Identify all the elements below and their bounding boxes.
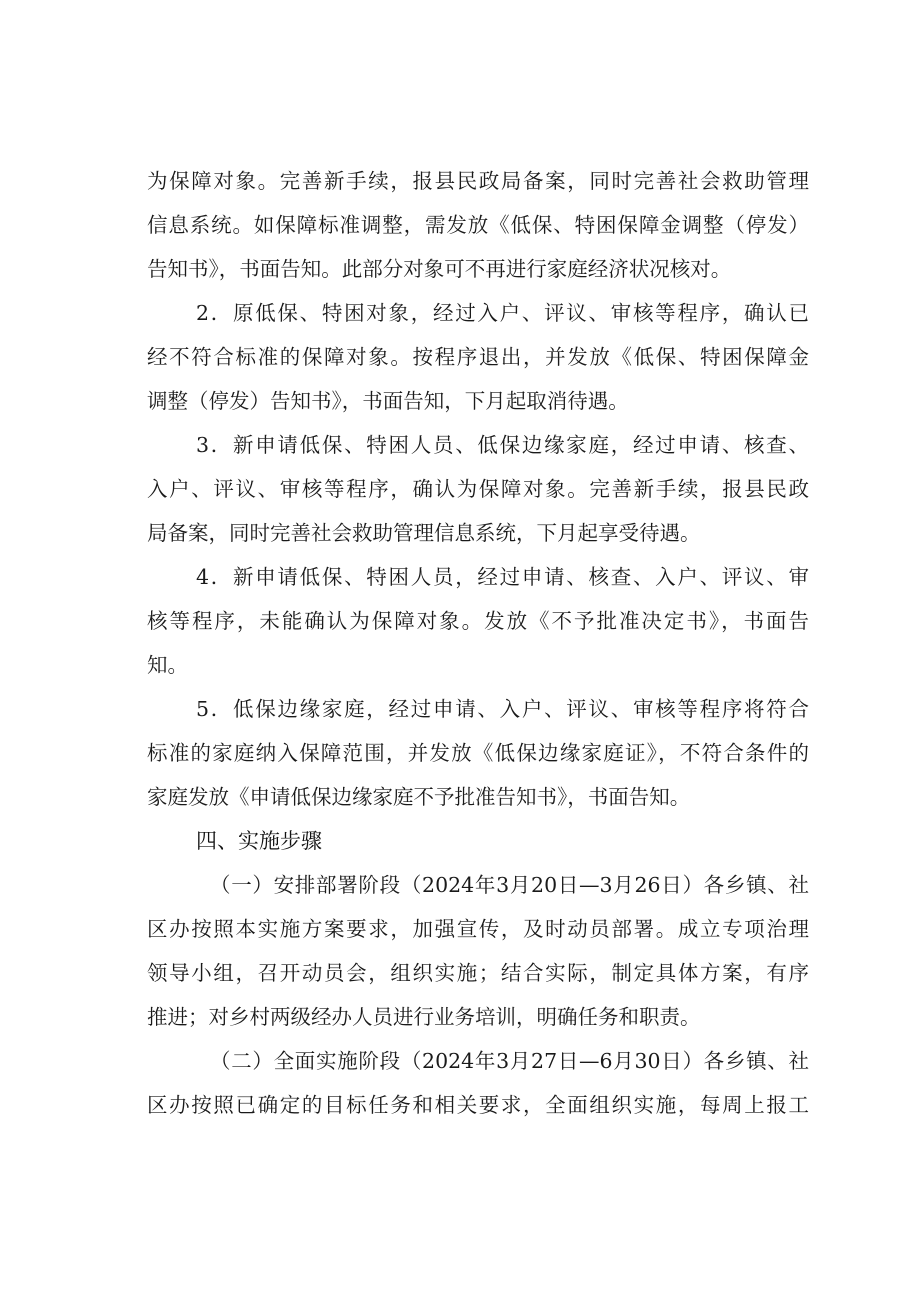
section-heading: 四、实施步骤: [196, 829, 322, 853]
paragraph-line: 5．低保边缘家庭，经过申请、入户、评议、审核等程序将符合: [196, 697, 809, 721]
paragraph-line: （二）全面实施阶段（2024年3月27日—6月30日）各乡镇、社: [210, 1049, 809, 1073]
paragraph-line: 家庭发放《申请低保边缘家庭不予批准告知书》，书面告知。: [147, 785, 691, 809]
paragraph-line: 局备案，同时完善社会救助管理信息系统，下月起享受待遇。: [147, 521, 701, 545]
paragraph-line: 信息系统。如保障标准调整，需发放《低保、特困保障金调整（停发）: [147, 213, 809, 237]
paragraph-line: 知。: [147, 653, 188, 677]
paragraph-line: 经不符合标准的保障对象。按程序退出，并发放《低保、特困保障金: [147, 345, 809, 369]
paragraph-line: 调整（停发）告知书》，书面告知，下月起取消待遇。: [147, 389, 629, 413]
paragraph-line: 入户、评议、审核等程序，确认为保障对象。完善新手续，报县民政: [147, 477, 809, 501]
paragraph-line: 标准的家庭纳入保障范围，并发放《低保边缘家庭证》，不符合条件的: [147, 741, 809, 765]
paragraph-line: 区办按照已确定的目标任务和相关要求，全面组织实施，每周上报工: [147, 1093, 809, 1117]
paragraph-line: 推进；对乡村两级经办人员进行业务培训，明确任务和职责。: [147, 1005, 701, 1029]
paragraph-line: 为保障对象。完善新手续，报县民政局备案，同时完善社会救助管理: [147, 169, 809, 193]
paragraph-line: 核等程序，未能确认为保障对象。发放《不予批准决定书》，书面告: [147, 609, 809, 633]
paragraph-line: （一）安排部署阶段（2024年3月20日—3月26日）各乡镇、社: [210, 873, 809, 897]
paragraph-line: 区办按照本实施方案要求，加强宣传，及时动员部署。成立专项治理: [147, 917, 809, 941]
paragraph-line: 领导小组，召开动员会，组织实施；结合实际，制定具体方案，有序: [147, 961, 809, 985]
paragraph-line: 2．原低保、特困对象，经过入户、评议、审核等程序，确认已: [196, 301, 809, 325]
paragraph-line: 4．新申请低保、特困人员，经过申请、核查、入户、评议、审: [196, 565, 809, 589]
paragraph-line: 告知书》，书面告知。此部分对象可不再进行家庭经济状况核对。: [147, 257, 732, 281]
paragraph-line: 3．新申请低保、特困人员、低保边缘家庭，经过申请、核查、: [196, 433, 809, 457]
